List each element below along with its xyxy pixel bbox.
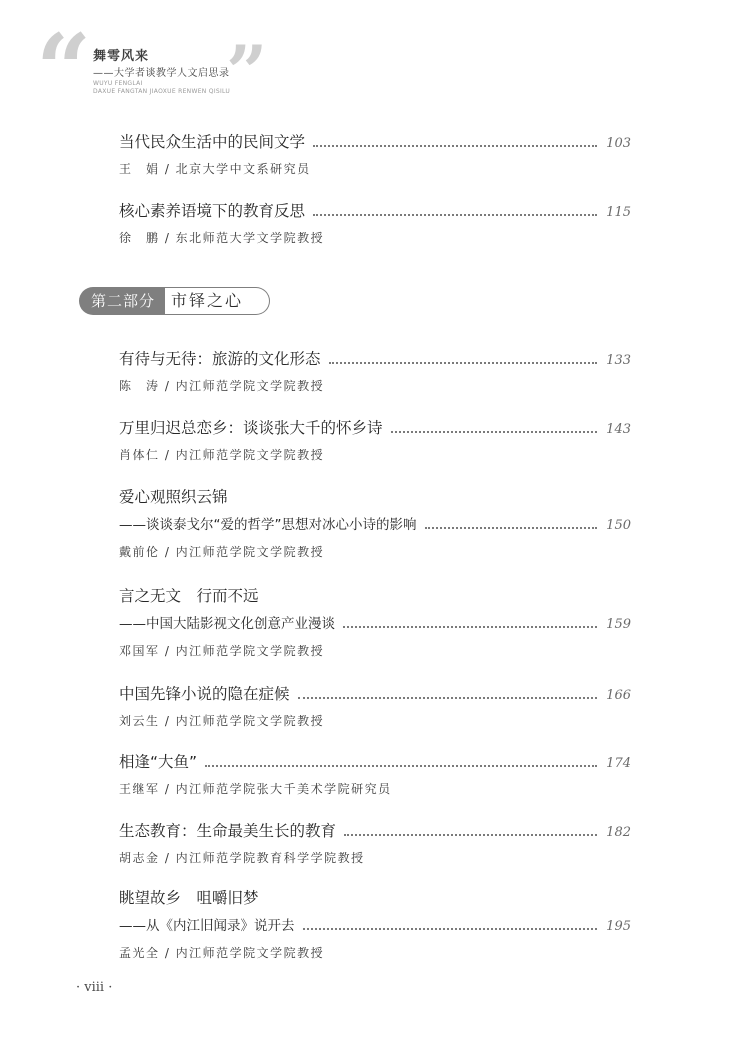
toc-page-number: 174	[606, 756, 631, 771]
toc-entry-author: 徐 鹏 / 东北师范大学文学院教授	[119, 231, 325, 245]
folio-page-number: · viii ·	[76, 980, 113, 995]
toc-entry-author: 戴前伦 / 内江师范学院文学院教授	[119, 545, 325, 559]
toc-entry-title[interactable]: 有待与无待：旅游的文化形态	[119, 350, 321, 368]
dot-leader	[205, 752, 597, 767]
toc-entry[interactable]	[119, 130, 631, 178]
toc-entry-author: 王继军 / 内江师范学院张大千美术学院研究员	[119, 782, 392, 796]
book-subtitle: ——大学者谈教学人文启思录	[93, 68, 230, 79]
toc-entry-title[interactable]: 言之无文 行而不远	[119, 587, 259, 605]
toc-entry-author: 胡志金 / 内江师范学院教育科学学院教授	[119, 851, 365, 865]
toc-entry-title[interactable]: 相逢“大鱼”	[119, 753, 198, 771]
toc-page-number: 195	[606, 919, 631, 934]
toc-entry-title[interactable]: 中国先锋小说的隐在症候	[119, 685, 290, 703]
toc-entry-author: 陈 涛 / 内江师范学院文学院教授	[119, 379, 325, 393]
dot-leader	[425, 514, 598, 529]
toc-title-row[interactable]	[119, 819, 631, 843]
toc-title-row[interactable]	[119, 750, 631, 774]
toc-entry-author: 刘云生 / 内江师范学院文学院教授	[119, 714, 325, 728]
toc-title-row[interactable]	[119, 347, 631, 371]
toc-entry[interactable]	[119, 682, 631, 730]
toc-subtitle-row[interactable]	[119, 914, 631, 938]
pinyin-line-1: WUYU FENGLAI	[93, 80, 143, 87]
toc-entry[interactable]	[119, 886, 631, 962]
toc-page-number: 143	[606, 422, 631, 437]
toc-entry-author: 王 娟 / 北京大学中文系研究员	[119, 162, 311, 176]
part-name: 市铎之心	[165, 287, 270, 315]
decorative-close-quote: ”	[226, 29, 268, 114]
toc-subtitle-row[interactable]	[119, 612, 631, 636]
toc-entry[interactable]	[119, 819, 631, 867]
toc-entry-title[interactable]: 生态教育：生命最美生长的教育	[119, 822, 337, 840]
book-pinyin	[93, 80, 230, 96]
toc-entry-title[interactable]: 当代民众生活中的民间文学	[119, 133, 306, 151]
toc-entry[interactable]	[119, 584, 631, 660]
toc-title-row[interactable]	[119, 682, 631, 706]
toc-page-number: 133	[606, 353, 631, 368]
toc-entry[interactable]	[119, 416, 631, 464]
dot-leader	[313, 201, 597, 216]
toc-entry-author: 孟光全 / 内江师范学院文学院教授	[119, 946, 325, 960]
part-heading	[79, 287, 270, 315]
toc-page-number: 182	[606, 825, 631, 840]
decorative-open-quote: “	[36, 13, 92, 126]
toc-page-number: 115	[606, 205, 631, 220]
toc-entry-author: 邓国军 / 内江师范学院文学院教授	[119, 644, 325, 658]
toc-entry[interactable]	[119, 485, 631, 561]
toc-entry-subtitle[interactable]: ——从《内江旧闻录》说开去	[119, 918, 295, 934]
toc-page-number: 166	[606, 688, 631, 703]
toc-entry-title[interactable]: 眺望故乡 咀嚼旧梦	[119, 889, 259, 907]
toc-page-number: 150	[606, 518, 631, 533]
toc-entry-title[interactable]: 爱心观照织云锦	[119, 488, 228, 506]
toc-entry[interactable]	[119, 347, 631, 395]
dot-leader	[313, 132, 597, 147]
dot-leader	[298, 684, 597, 699]
toc-title-row[interactable]	[119, 130, 631, 154]
toc-entry-subtitle[interactable]: ——中国大陆影视文化创意产业漫谈	[119, 616, 335, 632]
part-label: 第二部分	[79, 287, 165, 315]
running-header	[0, 0, 750, 126]
toc-subtitle-row[interactable]	[119, 513, 631, 537]
dot-leader	[344, 821, 597, 836]
toc-page-number: 159	[606, 617, 631, 632]
toc-entry-subtitle[interactable]: ——谈谈泰戈尔“爱的哲学”思想对冰心小诗的影响	[119, 517, 417, 533]
book-title: 舞雩风来	[93, 49, 150, 64]
toc-title-row[interactable]	[119, 416, 631, 440]
toc-entry-title[interactable]: 核心素养语境下的教育反思	[119, 202, 306, 220]
toc-entry[interactable]	[119, 199, 631, 247]
toc-entry-author: 肖体仁 / 内江师范学院文学院教授	[119, 448, 325, 462]
dot-leader	[303, 915, 598, 930]
toc-page-number: 103	[606, 136, 631, 151]
toc-entry-title[interactable]: 万里归迟总恋乡：谈谈张大千的怀乡诗	[119, 419, 383, 437]
dot-leader	[391, 418, 597, 433]
dot-leader	[343, 613, 597, 628]
toc-entry[interactable]	[119, 750, 631, 798]
toc-title-row[interactable]	[119, 199, 631, 223]
dot-leader	[329, 349, 597, 364]
pinyin-line-2: DAXUE FANGTAN JIAOXUE RENWEN QISILU	[93, 88, 231, 95]
